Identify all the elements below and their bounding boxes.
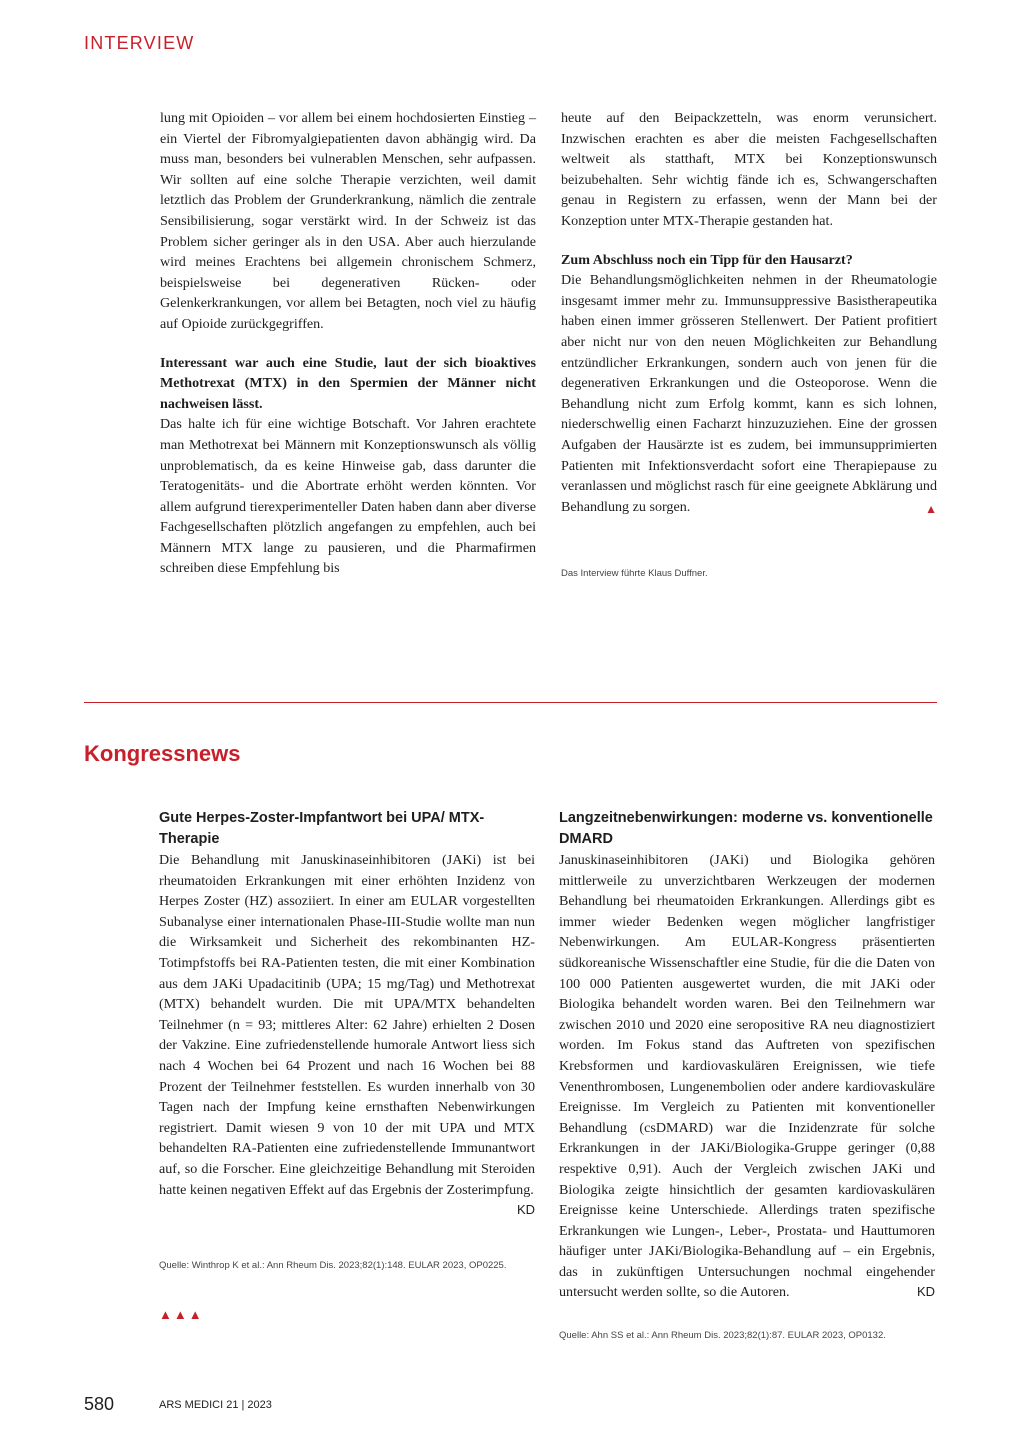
author-initials: KD — [516, 1202, 535, 1218]
news-body — [559, 850, 935, 1303]
interview-paragraph: lung mit Opioiden – vor allem bei einem hochdosierten Einstieg – ein Viertel der Fibromyalgiepatienten davon abhängig wird. Da muss man, besonders bei vulnerablen Menschen, sehr aufpassen. Wir sollten auf eine solche Therapie verzichten, weil damit letztlich das Problem der Grunderkrankung, nämlich die zentrale Sensibilisierung, sogar verstärkt wird. In der Schweiz ist das Problem sicher geringer als in den USA. Aber auch hierzulande wird meines Erachtens bei allgemein chronischem Schmerz, beispielsweise bei degenerativen Rücken- oder Gelenkerkrankungen, vor allem bei Betagten, noch viel zu häufig auf Opioide zurückgegriffen. — [160, 110, 536, 332]
interview-question: Interessant war auch eine Studie, laut der sich bioaktives Methotrexat (MTX) in den Spermien der Männer nicht nachweisen lässt. — [160, 354, 536, 412]
interview-column-right — [561, 108, 937, 519]
interview-column-left — [160, 108, 536, 579]
kongressnews-title: Kongressnews — [84, 741, 241, 766]
section-label: INTERVIEW — [84, 33, 195, 53]
news-source: Quelle: Winthrop K et al.: Ann Rheum Dis. 2023;82(1):148. EULAR 2023, OP0225. — [159, 1260, 507, 1271]
interview-question: Zum Abschluss noch ein Tipp für den Hausarzt? — [561, 251, 853, 268]
news-body — [159, 850, 535, 1218]
section-divider — [84, 702, 937, 703]
end-of-article-icon: ▲ — [925, 501, 937, 516]
news-body-text: Januskinaseinhibitoren (JAKi) und Biologika gehören mittlerweile zu unverzichtbaren Werkzeugen der modernen Behandlung bei rheumatoiden Erkrankungen. Allerdings gibt es immer wieder Bedenken wegen möglicher langfristiger Nebenwirkungen. Am EULAR-Kongress präsentierten südkoreanische Wissenschaftler eine Studie, für die die Daten von 100 000 Patienten ausgewertet wurden, die mit JAKi oder Biologika behandelt worden waren. Bei den Teilnehmern war zwischen 2010 und 2020 eine seropositive RA neu diagnostiziert worden. Im Fokus stand das Auftreten von spezifischen Krebsformen und kardiovaskulären Ereignissen, wie tiefe Venenthrombosen, Lungenembolien oder andere kardiovaskuläre Ereignisse. Im Vergleich zu Patienten mit konventioneller Behandlung (csDMARD) war die Inzidenzrate für solche Erkrankungen in der JAKi/Biologika-Gruppe geringer (0,88 respektive 0,91). Auch der Vergleich zwischen JAKi und Biologika zeigte hinsichtlich der gesamten kardiovaskulären Ereignisse keine Unterschiede. Allerdings traten spezifische Erkrankungen wie Lungen-, Leber-, Prostata- und Hauttumoren häufiger unter JAKi/Biologika-Behandlung auf – ein Ergebnis, das in zukünftigen Untersuchungen nochmal eingehender untersucht werden sollte, so die Autoren. — [559, 852, 935, 1301]
interview-answer: Das halte ich für eine wichtige Botschaft. Vor Jahren erachtete man Methotrexat bei Männern mit Konzeptionswunsch als völlig unproblematisch, da es keine Hinweise gab, dass darunter die Teratogenitäts- und die Abortrate erhöht werden könnten. Vor allem aufgrund tierexperimenteller Daten haben dann aber diverse Fachgesellschaften plötzlich angefangen zu empfehlen, auch bei Männern MTX lange zu pausieren, und die Pharmafirmen schreiben diese Empfehlung bis — [160, 416, 536, 577]
news-source: Quelle: Ahn SS et al.: Ann Rheum Dis. 2023;82(1):87. EULAR 2023, OP0132. — [559, 1330, 886, 1341]
journal-issue: ARS MEDICI 21 | 2023 — [159, 1399, 272, 1411]
interview-answer-text: Die Behandlungsmöglichkeiten nehmen in der Rheumatologie insgesamt immer mehr zu. Immunsuppressive Basistherapeutika haben einen immer grösseren Stellenwert. Der Patient profitiert aber nicht nur von den neuen Möglichkeiten zur Behandlung entzündlicher Erkrankungen, sondern auch von jenen für die degenerativen Erkrankungen und die Osteoporose. Wenn die Behandlung nicht zum Erfolg kommt, kann es sich lohnen, niederschwellig einen Facharzt hinzuzuziehen. Eine der grossen Aufgaben der Hausärzte ist es zudem, bei immunsupprimierten Patienten mit Infektionsverdacht sofort eine Therapiepause zu veranlassen und möglichst rasch für eine geeignete Abklärung und Behandlung zu sorgen. — [561, 272, 937, 515]
interview-answer — [561, 270, 937, 517]
interview-paragraph: heute auf den Beipackzetteln, was enorm verunsichert. Inzwischen erachten es aber die meisten Fachgesellschaften weltweit als statthaft, MTX bei Konzeptionswunsch beizubehalten. Sehr wichtig fände ich es, Schwangerschaften genau in Registern zu erfassen, wenn der Mann bei der Konzeption unter MTX-Therapie gestanden hat. — [561, 110, 937, 229]
news-article-dmard — [559, 808, 935, 1303]
interview-credit: Das Interview führte Klaus Duffner. — [561, 568, 708, 579]
section-end-triangles-icon: ▲▲▲ — [159, 1307, 204, 1322]
news-headline: Gute Herpes-Zoster-Impfantwort bei UPA/ MTX-Therapie — [159, 810, 485, 847]
author-initials: KD — [916, 1284, 935, 1300]
news-article-herpes-zoster — [159, 808, 535, 1221]
page-number: 580 — [84, 1394, 115, 1414]
news-body-text: Die Behandlung mit Januskinaseinhibitoren (JAKi) ist bei rheumatoiden Erkrankungen mit einer erhöhten Inzidenz von Herpes Zoster (HZ) assoziiert. In einer am EULAR vorgestellten Subanalyse einer internationalen Phase-III-Studie wollte man nun die Wirksamkeit und Sicherheit des rekombinanten HZ-Totimpfstoffs bei RA-Patienten testen, die mit einer Kombination aus dem JAKi Upadacitinib (UPA; 15 mg/Tag) und Methotrexat (MTX) behandelt wurden. Die mit UPA/MTX behandelten Teilnehmer (n = 93; mittleres Alter: 62 Jahre) erhielten 2 Dosen der Vakzine. Eine zufriedenstellende humorale Antwort liess sich nach 4 Wochen bei 64 Prozent und nach 16 Wochen bei 88 Prozent der Teilnehmer feststellen. Es wurden innerhalb von 30 Tagen nach der Impfung keine ernsthaften Nebenwirkungen registriert. Damit wiesen 9 von 10 der mit UPA und MTX behandelten RA-Patienten eine zufriedenstellende Immunantwort auf, so die Forscher. Eine gleichzeitige Behandlung mit Steroiden hatte keinen negativen Effekt auf das Ergebnis der Zosterimpfung. — [159, 852, 535, 1198]
news-headline: Langzeitnebenwirkungen: moderne vs. konventionelle DMARD — [559, 810, 933, 847]
